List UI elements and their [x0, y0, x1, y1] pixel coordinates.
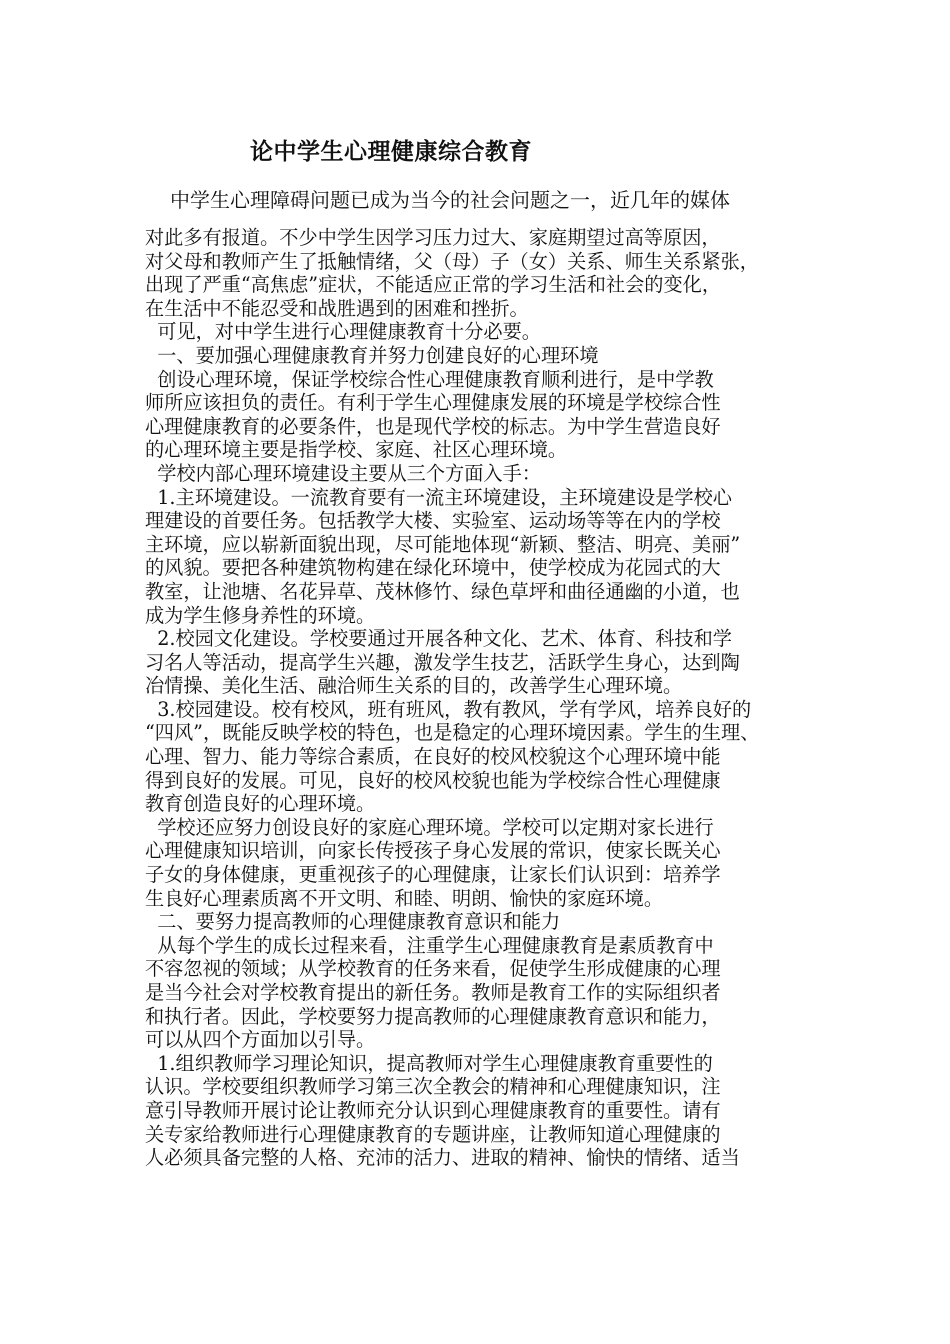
text-line: 关专家给教师进行心理健康教育的专题讲座，让教师知道心理健康的 — [145, 1122, 721, 1146]
text-line: 心理、智力、能力等综合素质，在良好的校风校貌这个心理环境中能 — [145, 745, 721, 769]
text-line: 2.校园文化建设。学校要通过开展各种文化、艺术、体育、科技和学 — [145, 627, 732, 651]
text-line: 在生活中不能忍受和战胜遇到的困难和挫折。 — [145, 296, 529, 320]
text-line: 出现了严重“高焦虑”症状，不能适应正常的学习生活和社会的变化， — [145, 273, 722, 297]
text-line: 可见，对中学生进行心理健康教育十分必要。 — [145, 320, 541, 344]
text-line: 得到良好的发展。可见，良好的校风校貌也能为学校综合性心理健康 — [145, 768, 721, 792]
text-line: 生良好心理素质离不开文明、和睦、明朗、愉快的家庭环境。 — [145, 886, 664, 910]
text-line: 冶情操、美化生活、融洽师生关系的目的，改善学生心理环境。 — [145, 674, 683, 698]
text-line: 习名人等活动，提高学生兴趣，激发学生技艺，活跃学生身心，达到陶 — [145, 650, 740, 674]
text-line: 一、要加强心理健康教育并努力创建良好的心理环境 — [145, 343, 599, 367]
text-line: 意引导教师开展讨论让教师充分认识到心理健康教育的重要性。请有 — [145, 1098, 721, 1122]
text-line: 和执行者。因此，学校要努力提高教师的心理健康教育意识和能力， — [145, 1004, 721, 1028]
text-line: 1.主环境建设。一流教育要有一流主环境建设，主环境建设是学校心 — [145, 485, 732, 509]
text-line: 是当今社会对学校教育提出的新任务。教师是教育工作的实际组织者 — [145, 981, 721, 1004]
text-line: 不容忽视的领域；从学校教育的任务来看，促使学生形成健康的心理 — [145, 957, 721, 981]
text-line: 1.组织教师学习理论知识，提高教师对学生心理健康教育重要性的 — [145, 1051, 713, 1075]
intro-line: 中学生心理障碍问题已成为当今的社会问题之一，近几年的媒体 — [170, 188, 730, 212]
text-line: 教育创造良好的心理环境。 — [145, 792, 376, 816]
text-line: 师所应该担负的责任。有利于学生心理健康发展的环境是学校综合性 — [145, 391, 721, 415]
text-line: 心理健康教育的必要条件，也是现代学校的标志。为中学生营造良好 — [145, 414, 721, 438]
text-line: 从每个学生的成长过程来看，注重学生心理健康教育是素质教育中 — [145, 933, 714, 957]
text-line: 学校还应努力创设良好的家庭心理环境。学校可以定期对家长进行 — [145, 815, 714, 839]
text-line: 成为学生修身养性的环境。 — [145, 603, 376, 627]
text-line: 3.校园建设。校有校风，班有班风，教有教风，学有学风，培养良好的 — [145, 697, 752, 721]
text-line: 的心理环境主要是指学校、家庭、社区心理环境。 — [145, 438, 568, 462]
text-line: 主环境，应以崭新面貌出现，尽可能地体现“新颖、整洁、明亮、美丽” — [145, 532, 741, 556]
text-line: 心理健康知识培训，向家长传授孩子身心发展的常识，使家长既关心 — [145, 839, 721, 863]
text-line: 可以从四个方面加以引导。 — [145, 1028, 376, 1052]
text-line: 教室，让池塘、名花异草、茂林修竹、绿色草坪和曲径通幽的小道，也 — [145, 579, 740, 603]
text-line: 的风貌。要把各种建筑物构建在绿化环境中，使学校成为花园式的大 — [145, 556, 721, 580]
text-line: “四风”，既能反映学校的特色，也是稳定的心理环境因素。学生的生理、 — [145, 721, 760, 745]
text-line: 二、要努力提高教师的心理健康教育意识和能力 — [145, 910, 561, 934]
text-line: 认识。学校要组织教师学习第三次全教会的精神和心理健康知识，注 — [145, 1075, 721, 1099]
text-line: 对此多有报道。不少中学生因学习压力过大、家庭期望过高等原因， — [145, 226, 721, 249]
text-line: 对父母和教师产生了抵触情绪，父（母）子（女）关系、师生关系紧张， — [145, 249, 759, 273]
body-text — [145, 226, 815, 1170]
text-line: 创设心理环境，保证学校综合性心理健康教育顺利进行，是中学教 — [145, 367, 714, 391]
document-title: 论中学生心理健康综合教育 — [250, 138, 532, 165]
text-line: 子女的身体健康，更重视孩子的心理健康，让家长们认识到：培养学 — [145, 863, 721, 887]
text-line: 人必须具备完整的人格、充沛的活力、进取的精神、愉快的情绪、适当 — [145, 1146, 740, 1170]
text-line: 学校内部心理环境建设主要从三个方面入手： — [145, 461, 541, 485]
text-line: 理建设的首要任务。包括教学大楼、实验室、运动场等等在内的学校 — [145, 509, 721, 533]
